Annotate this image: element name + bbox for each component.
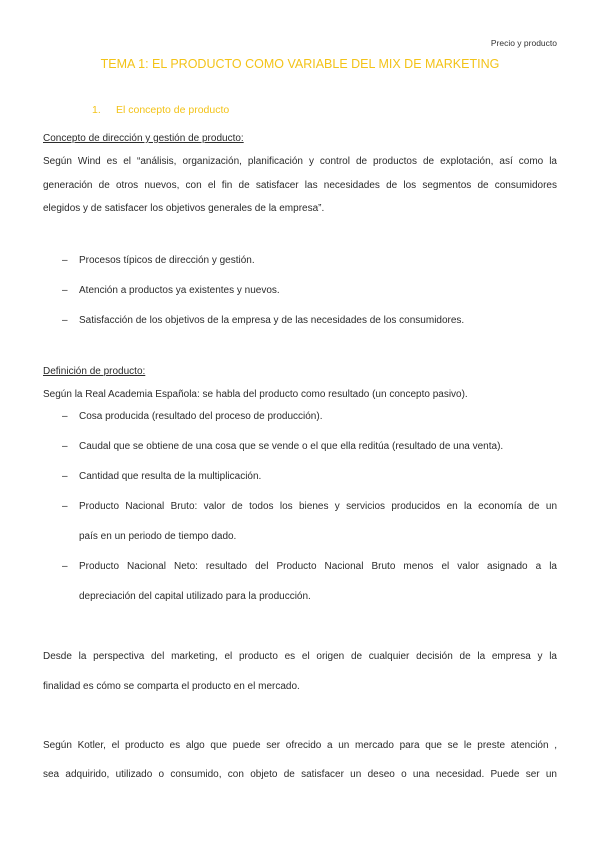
paragraph-marketing-line-2: finalidad es cómo se comparta el producto en el mercado.	[43, 681, 300, 692]
running-header: Precio y producto	[490, 38, 557, 48]
bullet-dash: –	[62, 285, 68, 296]
list-item: Cantidad que resulta de la multiplicación.	[79, 471, 262, 482]
bullet-dash: –	[62, 315, 68, 326]
section-title: El concepto de producto	[116, 104, 230, 116]
list-item: Producto Nacional Neto: resultado del Producto Nacional Bruto menos el valor asignado a la	[79, 561, 557, 572]
section-number: 1.	[92, 104, 101, 116]
bullet-dash: –	[62, 561, 68, 572]
subheading-direccion-gestion: Concepto de dirección y gestión de producto:	[43, 133, 244, 144]
paragraph-kotler-line-2: sea adquirido, utilizado o consumido, con objeto de satisfacer un deseo o una necesidad. Puede ser un	[43, 769, 557, 780]
list-item-continuation: depreciación del capital utilizado para la producción.	[79, 591, 311, 602]
bullet-dash: –	[62, 501, 68, 512]
paragraph-marketing-line-1: Desde la perspectiva del marketing, el producto es el origen de cualquier decisión de la empresa y la	[43, 651, 557, 662]
rae-intro: Según la Real Academia Española: se habla del producto como resultado (un concepto pasivo).	[43, 389, 468, 400]
list-item: Atención a productos ya existentes y nuevos.	[79, 285, 280, 296]
list-item: Producto Nacional Bruto: valor de todos los bienes y servicios producidos en la economía de un	[79, 501, 557, 512]
list-item: Caudal que se obtiene de una cosa que se vende o el que ella reditúa (resultado de una venta).	[79, 441, 504, 452]
page-title: TEMA 1: EL PRODUCTO COMO VARIABLE DEL MIX DE MARKETING	[100, 57, 500, 71]
wind-definition-line-2: generación de otros nuevos, con el fin de satisfacer las necesidades de los segmentos de consumidores	[43, 180, 557, 191]
section-heading	[92, 104, 229, 116]
bullet-dash: –	[62, 411, 68, 422]
list-item: Cosa producida (resultado del proceso de producción).	[79, 411, 323, 422]
wind-definition-line-3: elegidos y de satisfacer los objetivos generales de la empresa”.	[43, 203, 325, 214]
subheading-definicion-producto: Definición de producto:	[43, 366, 146, 377]
list-item-continuation: país en un periodo de tiempo dado.	[79, 531, 237, 542]
bullet-dash: –	[62, 471, 68, 482]
paragraph-kotler-line-1: Según Kotler, el producto es algo que puede ser ofrecido a un mercado para que se le preste atención ,	[43, 740, 557, 751]
list-item: Procesos típicos de dirección y gestión.	[79, 255, 255, 266]
bullet-dash: –	[62, 255, 68, 266]
bullet-dash: –	[62, 441, 68, 452]
list-item: Satisfacción de los objetivos de la empresa y de las necesidades de los consumidores.	[79, 315, 465, 326]
wind-definition-line-1: Según Wind es el “análisis, organización, planificación y control de productos de explotación, así como la	[43, 156, 557, 167]
